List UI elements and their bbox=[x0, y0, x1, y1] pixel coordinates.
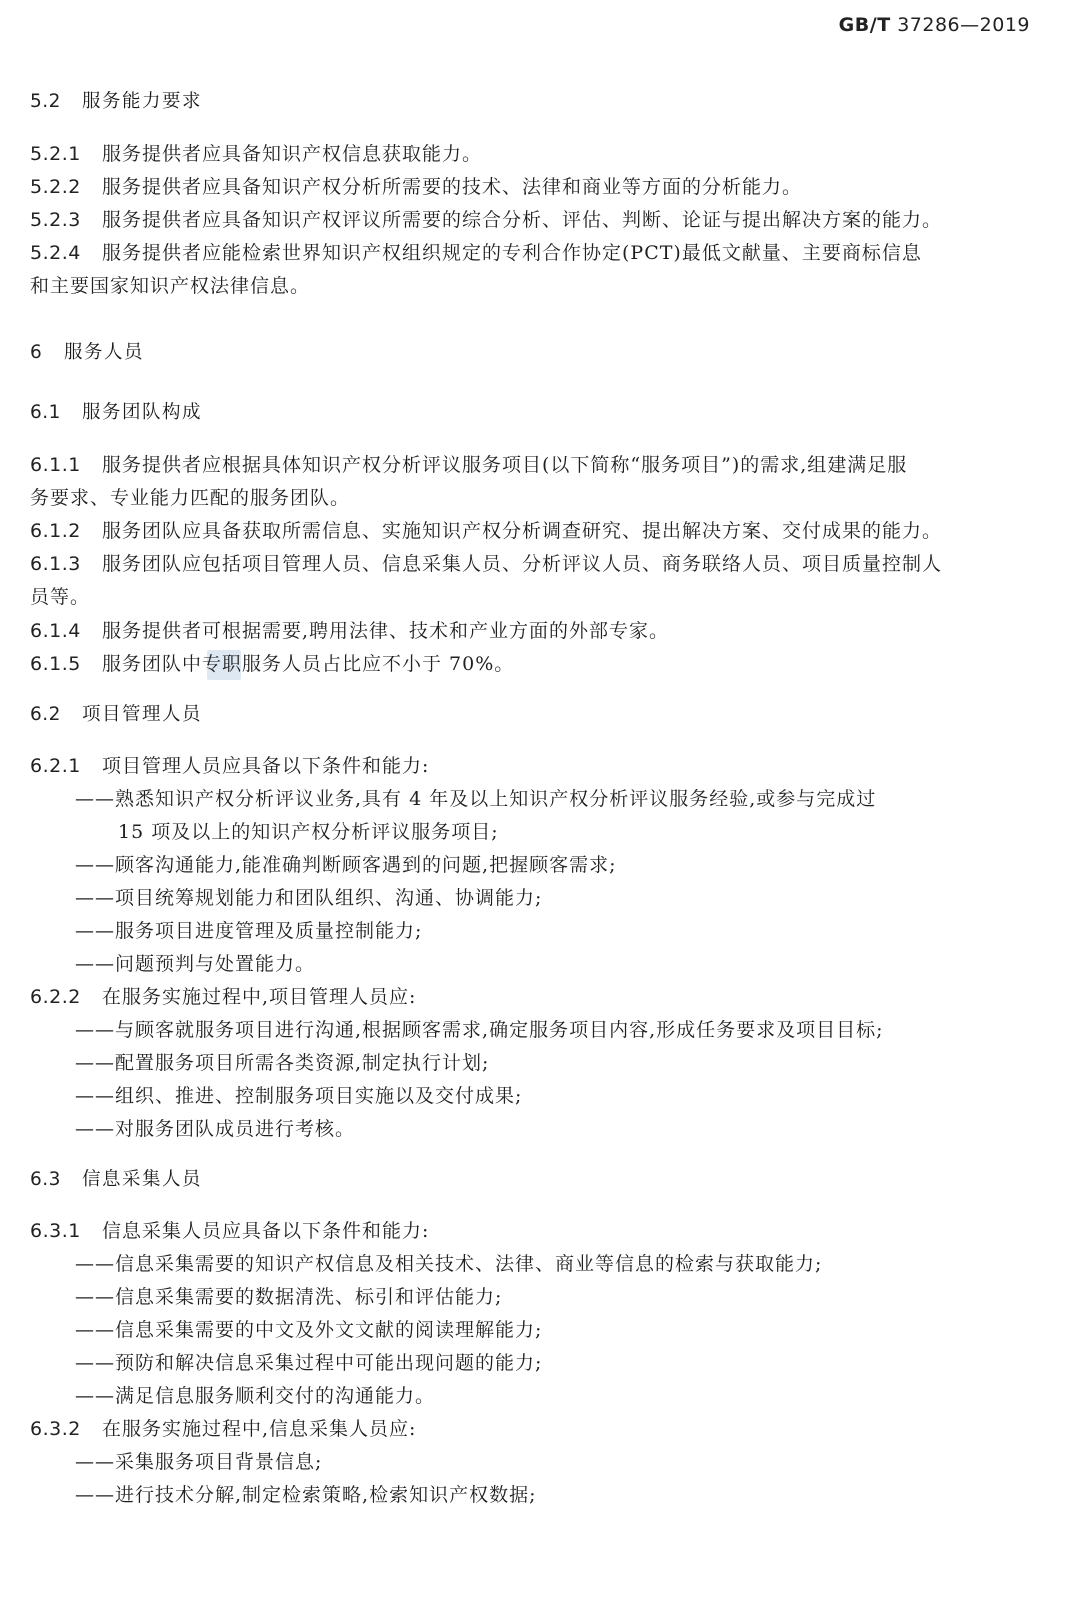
clause-6-3-1 bbox=[30, 1219, 1040, 1243]
section-title: 信息采集人员 bbox=[82, 1169, 203, 1190]
clause-text: 信息采集人员应具备以下条件和能力: bbox=[102, 1220, 430, 1242]
list-item: ——问题预判与处置能力。 bbox=[75, 953, 316, 975]
clause-5-2-3 bbox=[30, 208, 1040, 232]
clause-text: 在服务实施过程中,信息采集人员应: bbox=[102, 1418, 417, 1440]
section-heading-6-2 bbox=[30, 703, 1040, 727]
clause-6-1-1-continued: 务要求、专业能力匹配的服务团队。 bbox=[30, 487, 351, 509]
clause-text: 在服务实施过程中,项目管理人员应: bbox=[102, 986, 417, 1008]
clause-number: 6.1.5 bbox=[30, 653, 81, 675]
list-item: ——顾客沟通能力,能准确判断顾客遇到的问题,把握顾客需求; bbox=[75, 854, 617, 876]
clause-text: 服务提供者应能检索世界知识产权组织规定的专利合作协定(PCT)最低文献量、主要商标信息 bbox=[102, 242, 922, 264]
clause-text: 服务提供者可根据需要,聘用法律、技术和产业方面的外部专家。 bbox=[102, 620, 670, 642]
section-heading-6-1 bbox=[30, 401, 1040, 425]
clause-number: 5.2.1 bbox=[30, 143, 81, 165]
clause-6-1-3 bbox=[30, 552, 1040, 576]
clause-text: 服务团队中专职服务人员占比应不小于 70%。 bbox=[102, 653, 515, 675]
list-item: ——预防和解决信息采集过程中可能出现问题的能力; bbox=[75, 1352, 543, 1374]
list-item: ——信息采集需要的知识产权信息及相关技术、法律、商业等信息的检索与获取能力; bbox=[75, 1253, 823, 1275]
list-item: ——项目统筹规划能力和团队组织、沟通、协调能力; bbox=[75, 887, 543, 909]
section-number: 6.1 bbox=[30, 402, 61, 423]
clause-6-2-2 bbox=[30, 985, 1040, 1009]
standard-prefix: GB/T bbox=[838, 14, 891, 36]
clause-6-1-4 bbox=[30, 619, 1040, 643]
list-item: ——配置服务项目所需各类资源,制定执行计划; bbox=[75, 1052, 490, 1074]
clause-6-1-3-continued: 员等。 bbox=[30, 586, 91, 608]
list-item: ——服务项目进度管理及质量控制能力; bbox=[75, 920, 423, 942]
clause-number: 5.2.3 bbox=[30, 209, 81, 231]
list-item: ——与顾客就服务项目进行沟通,根据顾客需求,确定服务项目内容,形成任务要求及项目目标; bbox=[75, 1019, 884, 1041]
clause-5-2-4 bbox=[30, 241, 1040, 265]
section-number: 5.2 bbox=[30, 91, 61, 112]
clause-5-2-1 bbox=[30, 142, 1040, 166]
clause-number: 6.1.4 bbox=[30, 620, 81, 642]
clause-text: 服务提供者应具备知识产权评议所需要的综合分析、评估、判断、论证与提出解决方案的能力。 bbox=[102, 209, 943, 231]
section-number: 6.2 bbox=[30, 704, 61, 725]
clause-number: 5.2.2 bbox=[30, 176, 81, 198]
clause-number: 6.2.1 bbox=[30, 755, 81, 777]
clause-text: 服务提供者应具备知识产权信息获取能力。 bbox=[102, 143, 483, 165]
clause-5-2-2 bbox=[30, 175, 1040, 199]
clause-6-2-1 bbox=[30, 754, 1040, 778]
list-item: ——满足信息服务顺利交付的沟通能力。 bbox=[75, 1385, 436, 1407]
clause-6-1-2 bbox=[30, 519, 1040, 543]
section-title: 服务团队构成 bbox=[82, 402, 203, 423]
list-item: ——信息采集需要的数据清洗、标引和评估能力; bbox=[75, 1286, 503, 1308]
standard-code bbox=[839, 14, 1030, 36]
section-title: 项目管理人员 bbox=[82, 704, 203, 725]
chapter-heading-6 bbox=[30, 341, 1040, 365]
clause-5-2-4-continued: 和主要国家知识产权法律信息。 bbox=[30, 275, 311, 297]
section-title: 服务能力要求 bbox=[82, 91, 203, 112]
list-item: ——对服务团队成员进行考核。 bbox=[75, 1118, 356, 1140]
chapter-number: 6 bbox=[30, 342, 43, 363]
clause-text: 项目管理人员应具备以下条件和能力: bbox=[102, 755, 430, 777]
clause-number: 6.2.2 bbox=[30, 986, 81, 1008]
section-heading-6-3 bbox=[30, 1168, 1040, 1192]
clause-text: 服务团队应具备获取所需信息、实施知识产权分析调查研究、提出解决方案、交付成果的能力。 bbox=[102, 520, 943, 542]
clause-6-1-5 bbox=[30, 652, 1040, 676]
list-item: ——进行技术分解,制定检索策略,检索知识产权数据; bbox=[75, 1484, 537, 1506]
clause-6-3-2 bbox=[30, 1417, 1040, 1441]
clause-text: 服务提供者应具备知识产权分析所需要的技术、法律和商业等方面的分析能力。 bbox=[102, 176, 803, 198]
clause-number: 6.1.2 bbox=[30, 520, 81, 542]
clause-text: 服务团队应包括项目管理人员、信息采集人员、分析评议人员、商务联络人员、项目质量控制人 bbox=[102, 553, 943, 575]
clause-6-1-1 bbox=[30, 453, 1040, 477]
clause-number: 6.3.1 bbox=[30, 1220, 81, 1242]
chapter-title: 服务人员 bbox=[64, 342, 145, 363]
section-heading-5-2 bbox=[30, 90, 1040, 114]
clause-number: 5.2.4 bbox=[30, 242, 81, 264]
clause-number: 6.1.3 bbox=[30, 553, 81, 575]
clause-number: 6.3.2 bbox=[30, 1418, 81, 1440]
list-item: ——信息采集需要的中文及外文文献的阅读理解能力; bbox=[75, 1319, 543, 1341]
list-item: ——采集服务项目背景信息; bbox=[75, 1451, 323, 1473]
list-item: ——熟悉知识产权分析评议业务,具有 4 年及以上知识产权分析评议服务经验,或参与完成过 bbox=[75, 788, 877, 810]
standard-number: 37286—2019 bbox=[897, 14, 1030, 36]
list-item-continued: 15 项及以上的知识产权分析评议服务项目; bbox=[118, 821, 499, 843]
list-item: ——组织、推进、控制服务项目实施以及交付成果; bbox=[75, 1085, 523, 1107]
section-number: 6.3 bbox=[30, 1169, 61, 1190]
clause-number: 6.1.1 bbox=[30, 454, 81, 476]
clause-text: 服务提供者应根据具体知识产权分析评议服务项目(以下简称“服务项目”)的需求,组建满足服 bbox=[102, 454, 908, 476]
